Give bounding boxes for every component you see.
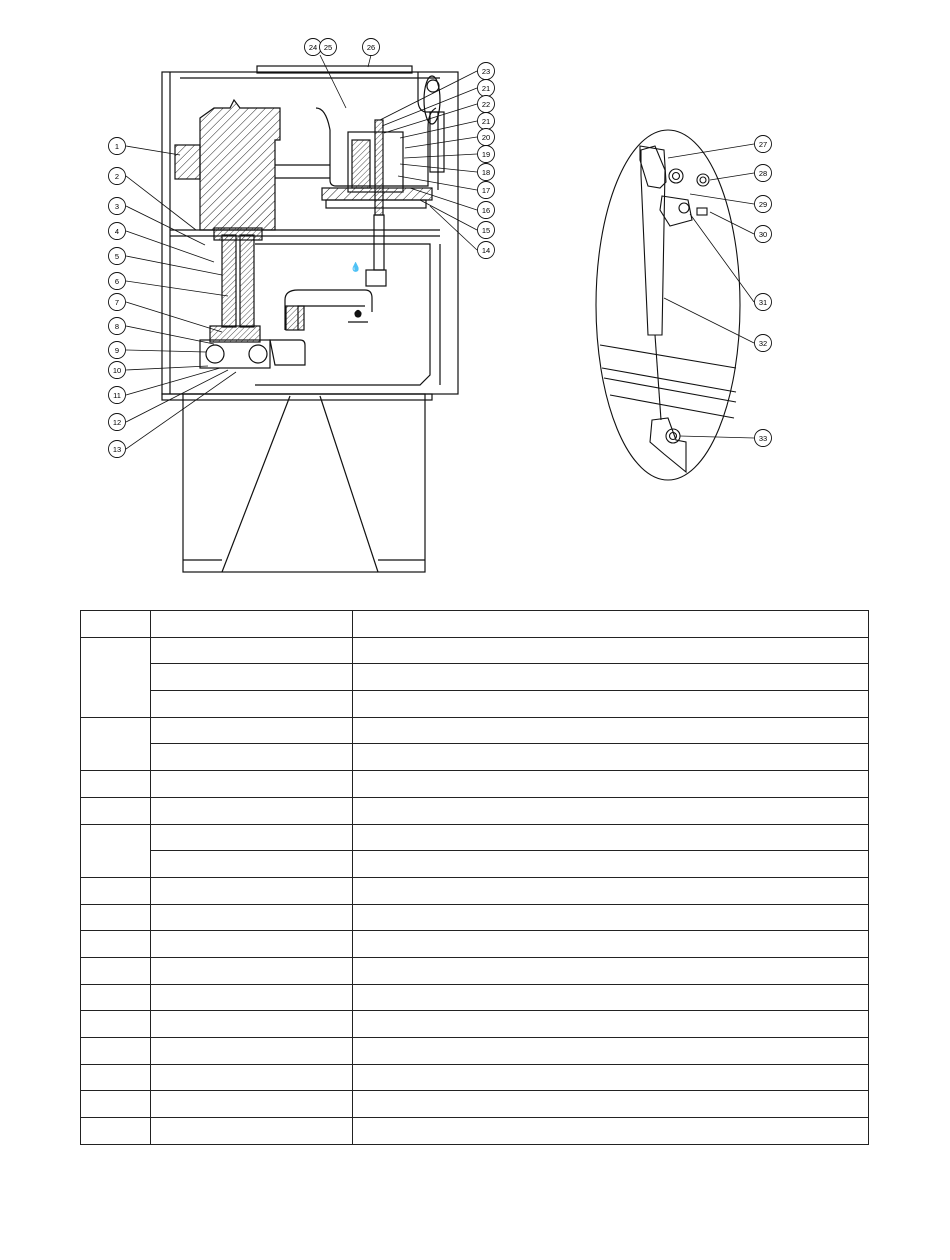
part-number-cell (151, 1038, 353, 1065)
description-cell (353, 1091, 869, 1118)
callout-label: 31 (758, 297, 768, 307)
part-number-cell (151, 691, 353, 718)
item-number-cell (81, 877, 151, 904)
part-number-cell (151, 824, 353, 851)
item-number-cell (81, 717, 151, 770)
callout-label: 14 (481, 245, 491, 255)
item-number-cell (81, 904, 151, 931)
table-row (81, 984, 869, 1011)
description-cell (353, 984, 869, 1011)
callout-label: 4 (114, 226, 120, 236)
callout-label: 15 (481, 225, 491, 235)
table-row (81, 851, 869, 878)
callout-label: 21 (481, 116, 491, 126)
description-cell (353, 771, 869, 798)
callout-label: 26 (366, 42, 376, 52)
item-number-cell (81, 931, 151, 958)
callout-label: 16 (481, 205, 491, 215)
part-number-cell (151, 664, 353, 691)
callout-label: 27 (758, 139, 768, 149)
left-callout-bubbles (109, 138, 126, 458)
parts-list-table (80, 610, 869, 1145)
item-number-cell (81, 984, 151, 1011)
callout-label: 22 (481, 99, 491, 109)
item-number-cell (81, 957, 151, 984)
top-callout-bubbles (305, 39, 380, 56)
part-number-cell (151, 797, 353, 824)
drain-symbol (348, 261, 368, 322)
callout-label: 20 (481, 132, 491, 142)
part-number-cell (151, 984, 353, 1011)
part-number-cell (151, 957, 353, 984)
table-row (81, 904, 869, 931)
part-number-cell (151, 877, 353, 904)
description-cell (353, 611, 869, 638)
svg-text:💧: 💧 (350, 262, 362, 272)
callout-label: 7 (114, 297, 120, 307)
callout-label: 5 (114, 251, 120, 261)
description-cell (353, 664, 869, 691)
gas-strut-detail (596, 130, 740, 480)
callout-label: 3 (114, 201, 120, 211)
detail-callout-bubbles (755, 136, 772, 447)
table-row (81, 877, 869, 904)
callout-label: 10 (112, 365, 122, 375)
part-number-cell (151, 851, 353, 878)
callout-label: 8 (114, 321, 120, 331)
table-row (81, 744, 869, 771)
detail-callouts (664, 144, 754, 438)
description-cell (353, 691, 869, 718)
table-row (81, 931, 869, 958)
valve-assembly (200, 340, 270, 368)
cabinet-section-view (162, 66, 458, 572)
description-cell (353, 824, 869, 851)
callout-label: 30 (758, 229, 768, 239)
callout-label: 33 (758, 433, 768, 443)
table-row (81, 691, 869, 718)
part-number-cell (151, 931, 353, 958)
table-row (81, 1038, 869, 1065)
parts-table-body (81, 611, 869, 1145)
callout-label: 6 (114, 276, 120, 286)
item-number-cell (81, 1011, 151, 1038)
callout-label: 11 (113, 390, 121, 400)
part-number-cell (151, 1091, 353, 1118)
callout-label: 24 (308, 42, 318, 52)
part-number-cell (151, 637, 353, 664)
item-number-cell (81, 1118, 151, 1145)
item-number-cell (81, 637, 151, 717)
table-row (81, 797, 869, 824)
table-row (81, 1118, 869, 1145)
top-callouts (320, 55, 371, 108)
table-row (81, 637, 869, 664)
item-number-cell (81, 1091, 151, 1118)
callout-label: 23 (481, 66, 491, 76)
motor-block (200, 100, 280, 230)
callout-label: 18 (481, 167, 491, 177)
right-callout-bubbles (478, 63, 495, 259)
table-row (81, 824, 869, 851)
callout-label: 13 (112, 444, 122, 454)
table-row (81, 611, 869, 638)
callout-label: 9 (114, 345, 120, 355)
description-cell (353, 797, 869, 824)
callout-label: 19 (481, 149, 491, 159)
part-number-cell (151, 611, 353, 638)
table-row (81, 957, 869, 984)
description-cell (353, 1011, 869, 1038)
description-cell (353, 931, 869, 958)
item-number-cell (81, 1038, 151, 1065)
callout-label: 21 (481, 83, 491, 93)
item-number-cell (81, 771, 151, 798)
callout-label: 28 (758, 168, 768, 178)
item-number-cell (81, 1064, 151, 1091)
description-cell (353, 957, 869, 984)
description-cell (353, 851, 869, 878)
table-row (81, 1091, 869, 1118)
item-number-cell (81, 824, 151, 877)
description-cell (353, 717, 869, 744)
description-cell (353, 1064, 869, 1091)
vertical-pipe (222, 235, 236, 327)
table-row (81, 664, 869, 691)
part-number-cell (151, 744, 353, 771)
callout-label: 17 (481, 185, 491, 195)
description-cell (353, 1038, 869, 1065)
table-row (81, 1011, 869, 1038)
description-cell (353, 1118, 869, 1145)
description-cell (353, 744, 869, 771)
description-cell (353, 637, 869, 664)
part-number-cell (151, 771, 353, 798)
table-row (81, 1064, 869, 1091)
exploded-parts-diagram (0, 0, 950, 600)
callout-label: 32 (758, 338, 768, 348)
callout-label: 2 (114, 171, 120, 181)
description-cell (353, 877, 869, 904)
part-number-cell (151, 1118, 353, 1145)
detail-oval (596, 130, 740, 480)
table-row (81, 717, 869, 744)
inner-tub (255, 244, 430, 385)
part-number-cell (151, 717, 353, 744)
item-number-cell (81, 797, 151, 824)
callout-label: 1 (114, 141, 120, 151)
description-cell (353, 904, 869, 931)
part-number-cell (151, 1011, 353, 1038)
callout-label: 12 (112, 417, 122, 427)
part-number-cell (151, 1064, 353, 1091)
table-row (81, 771, 869, 798)
callout-label: 29 (758, 199, 768, 209)
item-number-cell (81, 611, 151, 638)
part-number-cell (151, 904, 353, 931)
callout-label: 25 (323, 42, 333, 52)
stand (162, 394, 432, 572)
